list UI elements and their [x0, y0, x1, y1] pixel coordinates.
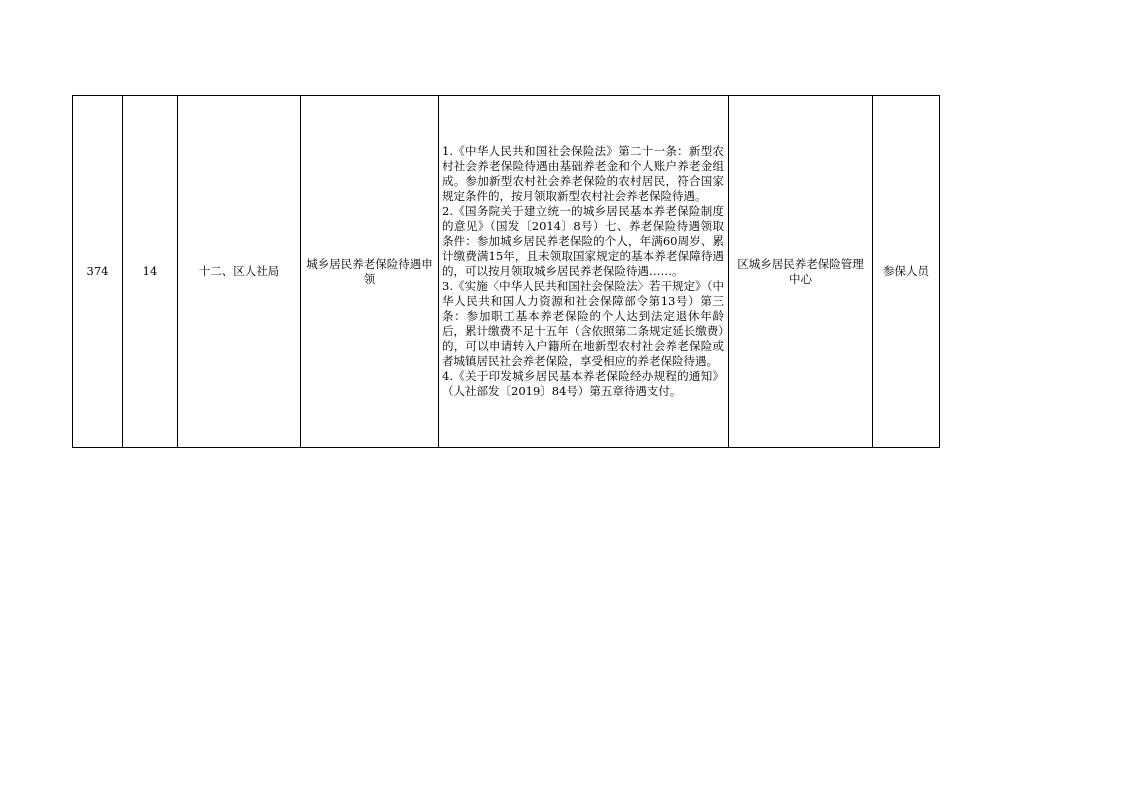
- department-cell: 十二、区人社局: [178, 96, 301, 448]
- table-row: [73, 96, 940, 448]
- legal-basis-item-2: 2.《国务院关于建立统一的城乡居民基本养老保险制度的意见》（国发〔2014〕8号）七、养老保险待遇领取条件：参加城乡居民养老保险的个人，年满60周岁、累计缴费满15年，且未领取国家规定的基本养老保障待遇的，可以按月领取城乡居民养老保险待遇……。: [442, 204, 724, 278]
- legal-basis-item-3: 3.《实施〈中华人民共和国社会保险法〉若干规定》（中华人民共和国人力资源和社会保障部令第13号）第三条：参加职工基本养老保险的个人达到法定退休年龄后，累计缴费不足十五年（含依照第二条规定延长缴费）的，可以申请转入户籍所在地新型农村社会养老保险或者城镇居民社会养老保险，享受相应的养老保险待遇。: [442, 279, 724, 368]
- legal-basis-cell: [439, 96, 729, 448]
- target-cell: 参保人员: [873, 96, 940, 448]
- agency-cell: 区城乡居民养老保险管理中心: [729, 96, 873, 448]
- legal-basis-item-1: 1.《中华人民共和国社会保险法》第二十一条：新型农村社会养老保险待遇由基础养老金和个人账户养老金组成。参加新型农村社会养老保险的农村居民，符合国家规定条件的，按月领取新型农村社会养老保险待遇。: [442, 144, 724, 203]
- legal-basis-item-4: 4.《关于印发城乡居民基本养老保险经办规程的通知》（人社部发〔2019〕84号）第五章待遇支付。: [442, 369, 724, 398]
- policy-table: [72, 95, 940, 448]
- item-name-cell: 城乡居民养老保险待遇申领: [301, 96, 439, 448]
- sub-seq-cell: 14: [123, 96, 178, 448]
- seq-cell: 374: [73, 96, 123, 448]
